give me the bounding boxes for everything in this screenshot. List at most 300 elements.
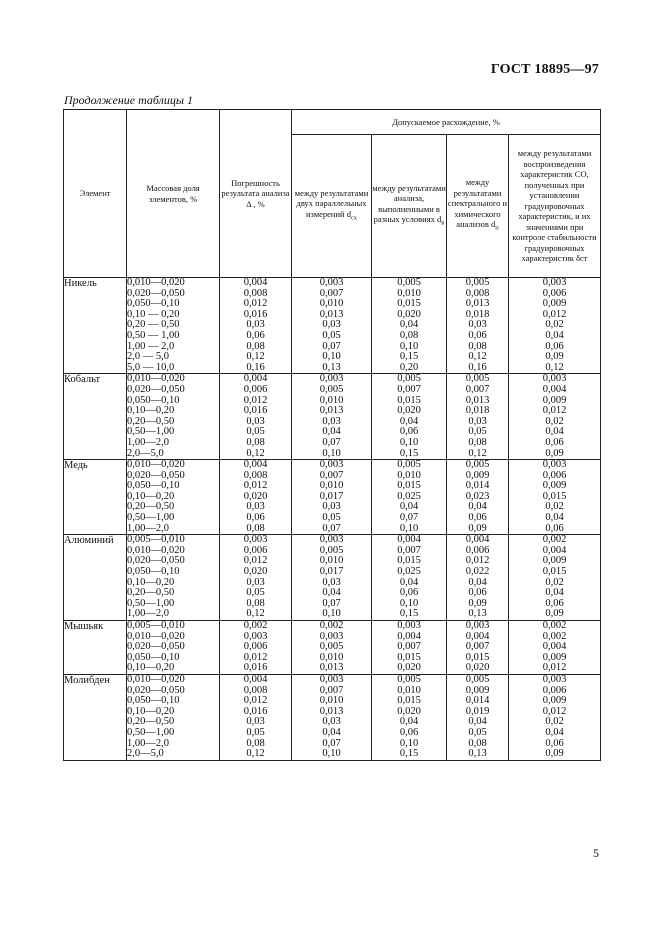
d-parallel-cell	[292, 278, 372, 374]
cell-value: 0,010	[397, 469, 421, 481]
cell-value: 0,010	[319, 480, 344, 492]
cell-value: 0,002	[243, 620, 268, 631]
delta-stability-cell	[509, 374, 601, 460]
cell-value: 0,04	[468, 716, 487, 728]
cell-value: 0,020	[465, 662, 490, 674]
cell-value: 0,10 — 0,20	[127, 308, 180, 320]
header-d-conditions: между результатами анализа, выполненными в разных условиях $d_в$	[372, 135, 447, 278]
cell-value: 0,006	[243, 383, 268, 395]
cell-value: 1,00—2,0	[127, 608, 169, 620]
cell-value: 0,07	[322, 436, 341, 448]
cell-value: 0,004	[542, 544, 567, 556]
cell-value: 0,09	[545, 748, 564, 760]
delta-stability-cell	[509, 535, 601, 621]
delta-stability-cell	[509, 674, 601, 760]
cell-value: 0,20—0,50	[127, 501, 175, 513]
cell-value: 1,00 — 2,0	[127, 340, 175, 352]
table-row	[64, 278, 601, 374]
cell-value: 0,012	[542, 705, 567, 717]
cell-value: 0,010—0,020	[127, 630, 185, 642]
cell-value: 0,020—0,050	[127, 383, 185, 395]
cell-value: 0,020	[243, 490, 268, 502]
cell-value: 0,08	[246, 522, 265, 534]
cell-value: 0,003	[542, 277, 567, 288]
cell-value: 0,05	[322, 329, 341, 341]
cell-value: 0,014	[465, 695, 490, 707]
cell-value: 0,015	[397, 695, 421, 707]
cell-value: 0,03	[246, 415, 265, 427]
cell-value: 0,004	[397, 630, 421, 642]
cell-value: 0,06	[399, 426, 419, 438]
header-analysis-error: Погрешность результата анализа Δ , %	[220, 110, 292, 278]
cell-value: 0,012	[243, 695, 268, 707]
cell-value: 0,016	[243, 405, 268, 417]
cell-value: 0,09	[545, 608, 564, 620]
cell-value: 0,03	[468, 319, 487, 331]
element-name-cell: Алюминий	[64, 535, 127, 621]
cell-value: 0,005	[465, 459, 490, 471]
cell-value: 0,005	[397, 459, 421, 471]
cell-value: 0,10	[322, 447, 341, 459]
cell-value: 0,08	[246, 597, 265, 609]
cell-value: 0,010—0,020	[127, 373, 185, 385]
cell-value: 0,03	[246, 319, 265, 331]
cell-value: 0,08	[399, 329, 419, 341]
cell-value: 0,013	[319, 308, 344, 320]
cell-value: 0,06	[545, 597, 564, 609]
cell-value: 1,00—2,0	[127, 436, 169, 448]
cell-value: 0,010—0,020	[127, 459, 185, 471]
cell-value: 0,020	[397, 308, 421, 320]
cell-value: 0,004	[243, 373, 268, 385]
cell-value: 0,15	[399, 351, 419, 363]
mass-fraction-cell	[127, 460, 220, 535]
cell-value: 0,04	[322, 426, 341, 438]
cell-value: 0,015	[542, 566, 567, 578]
cell-value: 0,009	[542, 555, 567, 567]
cell-value: 0,08	[246, 737, 265, 749]
d-parallel-cell	[292, 621, 372, 675]
cell-value: 0,020—0,050	[127, 641, 185, 653]
cell-value: 0,12	[545, 361, 564, 373]
cell-value: 0,06	[545, 522, 564, 534]
header-allowed-discrepancy: Допускаемое расхождение, %	[292, 110, 601, 135]
cell-value: 0,025	[397, 490, 421, 502]
cell-value: 0,003	[319, 630, 344, 642]
cell-value: 0,03	[322, 415, 341, 427]
cell-value: 0,005	[319, 641, 344, 653]
analysis-error-cell	[220, 374, 292, 460]
cell-value: 0,04	[468, 501, 487, 513]
table-row	[64, 674, 601, 760]
cell-value: 0,005	[465, 373, 490, 385]
cell-value: 0,05	[468, 426, 487, 438]
cell-value: 0,020—0,050	[127, 469, 185, 481]
cell-value: 0,050—0,10	[127, 394, 180, 406]
cell-value: 0,005—0,010	[127, 620, 185, 631]
cell-value: 0,10	[399, 737, 419, 749]
cell-value: 0,050—0,10	[127, 695, 180, 707]
cell-value: 0,009	[465, 469, 490, 481]
d-conditions-cell	[372, 674, 447, 760]
cell-value: 0,012	[465, 555, 490, 567]
cell-value: 0,09	[468, 522, 487, 534]
cell-value: 0,06	[545, 340, 564, 352]
cell-value: 0,002	[542, 534, 567, 546]
cell-value: 0,013	[319, 405, 344, 417]
mass-fraction-cell	[127, 278, 220, 374]
cell-value: 0,03	[322, 319, 341, 331]
cell-value: 0,09	[545, 351, 564, 363]
d-spectral-chemical-cell	[447, 374, 509, 460]
cell-value: 0,012	[243, 394, 268, 406]
cell-value: 0,04	[399, 576, 419, 588]
cell-value: 0,004	[465, 534, 490, 546]
cell-value: 0,010—0,020	[127, 673, 185, 685]
cell-value: 0,005	[465, 673, 490, 685]
cell-value: 0,007	[465, 383, 490, 395]
tolerance-table	[63, 109, 601, 761]
d-parallel-cell	[292, 535, 372, 621]
cell-value: 0,008	[243, 469, 268, 481]
cell-value: 0,03	[246, 576, 265, 588]
cell-value: 0,10	[399, 522, 419, 534]
cell-value: 0,005	[465, 277, 490, 288]
cell-value: 0,06	[399, 587, 419, 599]
d-conditions-cell	[372, 535, 447, 621]
cell-value: 0,10—0,20	[127, 490, 175, 502]
analysis-error-cell	[220, 278, 292, 374]
cell-value: 0,02	[545, 716, 564, 728]
cell-value: 0,002	[542, 630, 567, 642]
cell-value: 0,009	[542, 695, 567, 707]
cell-value: 0,05	[246, 587, 265, 599]
cell-value: 0,006	[243, 544, 268, 556]
cell-value: 0,005	[397, 373, 421, 385]
cell-value: 0,050—0,10	[127, 480, 180, 492]
cell-value: 0,010	[319, 555, 344, 567]
cell-value: 0,015	[465, 651, 490, 663]
cell-value: 0,002	[542, 620, 567, 631]
delta-stability-cell	[509, 621, 601, 675]
cell-value: 0,009	[542, 480, 567, 492]
cell-value: 0,04	[322, 726, 341, 738]
cell-value: 0,015	[397, 555, 421, 567]
cell-value: 0,050—0,10	[127, 651, 180, 663]
cell-value: 0,04	[399, 319, 419, 331]
cell-value: 0,010	[397, 287, 421, 299]
cell-value: 0,020	[397, 662, 421, 674]
mass-fraction-cell	[127, 621, 220, 675]
cell-value: 0,05	[322, 512, 341, 524]
header-d-spectral-chemical: между результатами спектрального и химического анализов $d_п$	[447, 135, 509, 278]
cell-value: 0,007	[397, 544, 421, 556]
cell-value: 0,09	[545, 447, 564, 459]
cell-value: 0,015	[397, 394, 421, 406]
cell-value: 0,010—0,020	[127, 277, 185, 288]
cell-value: 0,010—0,020	[127, 544, 185, 556]
cell-value: 0,020	[243, 566, 268, 578]
delta-stability-cell	[509, 278, 601, 374]
cell-value: 0,012	[243, 651, 268, 663]
cell-value: 0,003	[465, 620, 490, 631]
cell-value: 2,0—5,0	[127, 748, 164, 760]
cell-value: 0,012	[542, 308, 567, 320]
cell-value: 0,06	[468, 512, 487, 524]
cell-value: 0,06	[246, 329, 265, 341]
cell-value: 2,0—5,0	[127, 447, 164, 459]
cell-value: 0,023	[465, 490, 490, 502]
table-body	[64, 278, 601, 761]
cell-value: 0,13	[322, 361, 341, 373]
cell-value: 0,04	[545, 512, 564, 524]
cell-value: 0,03	[246, 501, 265, 513]
cell-value: 0,02	[545, 576, 564, 588]
cell-value: 0,12	[246, 351, 265, 363]
cell-value: 0,016	[243, 662, 268, 674]
cell-value: 0,13	[468, 748, 487, 760]
cell-value: 0,07	[322, 737, 341, 749]
cell-value: 0,016	[243, 705, 268, 717]
element-name-cell: Никель	[64, 278, 127, 374]
cell-value: 0,06	[246, 512, 265, 524]
cell-value: 0,009	[542, 298, 567, 310]
cell-value: 0,003	[397, 620, 421, 631]
d-spectral-chemical-cell	[447, 535, 509, 621]
mass-fraction-cell	[127, 374, 220, 460]
cell-value: 0,08	[468, 737, 487, 749]
cell-value: 0,04	[545, 329, 564, 341]
cell-value: 0,007	[397, 383, 421, 395]
cell-value: 0,08	[468, 340, 487, 352]
cell-value: 0,010	[319, 298, 344, 310]
cell-value: 0,50—1,00	[127, 597, 175, 609]
cell-value: 0,03	[322, 716, 341, 728]
cell-value: 0,20 — 0,50	[127, 319, 180, 331]
cell-value: 0,05	[246, 726, 265, 738]
cell-value: 0,015	[397, 298, 421, 310]
cell-value: 2,0 — 5,0	[127, 351, 169, 363]
cell-value: 0,15	[399, 748, 419, 760]
cell-value: 0,04	[468, 576, 487, 588]
cell-value: 0,019	[465, 705, 490, 717]
element-name-cell: Медь	[64, 460, 127, 535]
cell-value: 0,009	[542, 651, 567, 663]
element-name-cell: Молибден	[64, 674, 127, 760]
d-conditions-cell	[372, 278, 447, 374]
cell-value: 0,005	[397, 673, 421, 685]
cell-value: 0,006	[243, 641, 268, 653]
cell-value: 0,003	[319, 673, 344, 685]
cell-value: 0,012	[243, 480, 268, 492]
cell-value: 0,007	[319, 287, 344, 299]
cell-value: 0,16	[468, 361, 487, 373]
cell-value: 0,06	[545, 737, 564, 749]
cell-value: 0,20—0,50	[127, 415, 175, 427]
cell-value: 0,004	[465, 630, 490, 642]
cell-value: 0,04	[399, 716, 419, 728]
cell-value: 0,07	[322, 522, 341, 534]
cell-value: 0,008	[465, 287, 490, 299]
header-d-parallel: между результатами двух параллельных измерений $d_{сх}$	[292, 135, 372, 278]
document-header: ГОСТ 18895—97	[490, 62, 599, 77]
d-parallel-cell	[292, 460, 372, 535]
cell-value: 0,015	[397, 651, 421, 663]
cell-value: 0,007	[397, 641, 421, 653]
cell-value: 0,009	[542, 394, 567, 406]
cell-value: 0,006	[542, 684, 567, 696]
cell-value: 0,12	[246, 608, 265, 620]
cell-value: 1,00—2,0	[127, 522, 169, 534]
cell-value: 0,008	[243, 684, 268, 696]
cell-value: 0,010	[319, 695, 344, 707]
cell-value: 0,15	[399, 608, 419, 620]
cell-value: 0,06	[399, 726, 419, 738]
cell-value: 0,08	[246, 340, 265, 352]
cell-value: 0,003	[319, 277, 344, 288]
cell-value: 0,014	[465, 480, 490, 492]
cell-value: 0,006	[542, 469, 567, 481]
header-element: Элемент	[64, 110, 127, 278]
cell-value: 0,004	[542, 641, 567, 653]
cell-value: 0,09	[468, 597, 487, 609]
cell-value: 0,03	[322, 501, 341, 513]
table-row	[64, 460, 601, 535]
cell-value: 0,050—0,10	[127, 298, 180, 310]
d-conditions-cell	[372, 621, 447, 675]
cell-value: 0,08	[468, 436, 487, 448]
cell-value: 0,003	[542, 373, 567, 385]
d-spectral-chemical-cell	[447, 674, 509, 760]
cell-value: 0,012	[542, 405, 567, 417]
cell-value: 0,009	[465, 684, 490, 696]
cell-value: 0,020—0,050	[127, 555, 185, 567]
cell-value: 0,10—0,20	[127, 576, 175, 588]
analysis-error-cell	[220, 460, 292, 535]
cell-value: 0,10—0,20	[127, 662, 175, 674]
cell-value: 0,16	[246, 361, 265, 373]
cell-value: 0,006	[465, 544, 490, 556]
d-spectral-chemical-cell	[447, 278, 509, 374]
cell-value: 0,12	[246, 447, 265, 459]
cell-value: 0,04	[322, 587, 341, 599]
cell-value: 1,00—2,0	[127, 737, 169, 749]
header-mass-fraction: Массовая доля элементов, %	[127, 110, 220, 278]
cell-value: 0,12	[246, 748, 265, 760]
cell-value: 0,003	[319, 534, 344, 546]
cell-value: 0,022	[465, 566, 490, 578]
cell-value: 0,018	[465, 405, 490, 417]
cell-value: 0,10	[322, 351, 341, 363]
cell-value: 0,04	[545, 726, 564, 738]
d-spectral-chemical-cell	[447, 621, 509, 675]
analysis-error-cell	[220, 535, 292, 621]
cell-value: 0,04	[399, 501, 419, 513]
cell-value: 0,017	[319, 566, 344, 578]
cell-value: 0,08	[246, 436, 265, 448]
analysis-error-cell	[220, 674, 292, 760]
cell-value: 0,10	[399, 436, 419, 448]
cell-value: 0,005—0,010	[127, 534, 185, 546]
cell-value: 0,13	[468, 608, 487, 620]
element-name-cell: Мышьяк	[64, 621, 127, 675]
cell-value: 0,07	[399, 512, 419, 524]
cell-value: 0,007	[319, 469, 344, 481]
header-delta-stability: между результатами воспроизведения характеристик СО, полученных при установлении градуировочных характеристик, и их значениями при контроле стабильности градуировочных характеристик δст	[509, 135, 601, 278]
cell-value: 0,006	[542, 287, 567, 299]
cell-value: 0,004	[243, 673, 268, 685]
cell-value: 0,003	[243, 534, 268, 546]
cell-value: 0,10	[399, 597, 419, 609]
table-row	[64, 535, 601, 621]
delta-stability-cell	[509, 460, 601, 535]
element-name-cell: Кобальт	[64, 374, 127, 460]
cell-value: 0,012	[542, 662, 567, 674]
cell-value: 0,06	[468, 329, 487, 341]
cell-value: 0,005	[397, 277, 421, 288]
cell-value: 0,005	[319, 383, 344, 395]
cell-value: 0,50 — 1,00	[127, 329, 180, 341]
cell-value: 0,012	[243, 298, 268, 310]
cell-value: 0,02	[545, 415, 564, 427]
cell-value: 0,008	[243, 287, 268, 299]
cell-value: 0,10	[322, 748, 341, 760]
cell-value: 0,03	[322, 576, 341, 588]
d-parallel-cell	[292, 674, 372, 760]
table-row	[64, 374, 601, 460]
cell-value: 0,020	[397, 705, 421, 717]
cell-value: 0,02	[545, 501, 564, 513]
cell-value: 0,20	[399, 361, 419, 373]
page-number: 5	[593, 846, 599, 860]
d-conditions-cell	[372, 460, 447, 535]
cell-value: 0,12	[468, 447, 487, 459]
cell-value: 0,003	[319, 459, 344, 471]
mass-fraction-cell	[127, 674, 220, 760]
cell-value: 0,10—0,20	[127, 405, 175, 417]
cell-value: 0,010	[319, 651, 344, 663]
cell-value: 0,04	[545, 426, 564, 438]
cell-value: 0,07	[322, 340, 341, 352]
cell-value: 0,013	[319, 705, 344, 717]
table-caption: Продолжение таблицы 1	[64, 93, 194, 107]
cell-value: 0,20—0,50	[127, 587, 175, 599]
cell-value: 0,003	[243, 630, 268, 642]
cell-value: 0,004	[243, 277, 268, 288]
cell-value: 0,007	[465, 641, 490, 653]
cell-value: 0,007	[319, 684, 344, 696]
cell-value: 0,015	[542, 490, 567, 502]
cell-value: 0,07	[322, 597, 341, 609]
cell-value: 0,50—1,00	[127, 426, 175, 438]
cell-value: 0,013	[465, 298, 490, 310]
cell-value: 0,02	[545, 319, 564, 331]
cell-value: 0,013	[319, 662, 344, 674]
cell-value: 0,04	[545, 587, 564, 599]
cell-value: 0,03	[468, 415, 487, 427]
cell-value: 0,06	[468, 587, 487, 599]
cell-value: 0,002	[319, 620, 344, 631]
cell-value: 0,018	[465, 308, 490, 320]
cell-value: 0,010	[319, 394, 344, 406]
cell-value: 0,10—0,20	[127, 705, 175, 717]
cell-value: 0,004	[243, 459, 268, 471]
cell-value: 0,10	[399, 340, 419, 352]
cell-value: 0,016	[243, 308, 268, 320]
cell-value: 5,0 — 10,0	[127, 361, 175, 373]
cell-value: 0,005	[319, 544, 344, 556]
cell-value: 0,15	[399, 447, 419, 459]
